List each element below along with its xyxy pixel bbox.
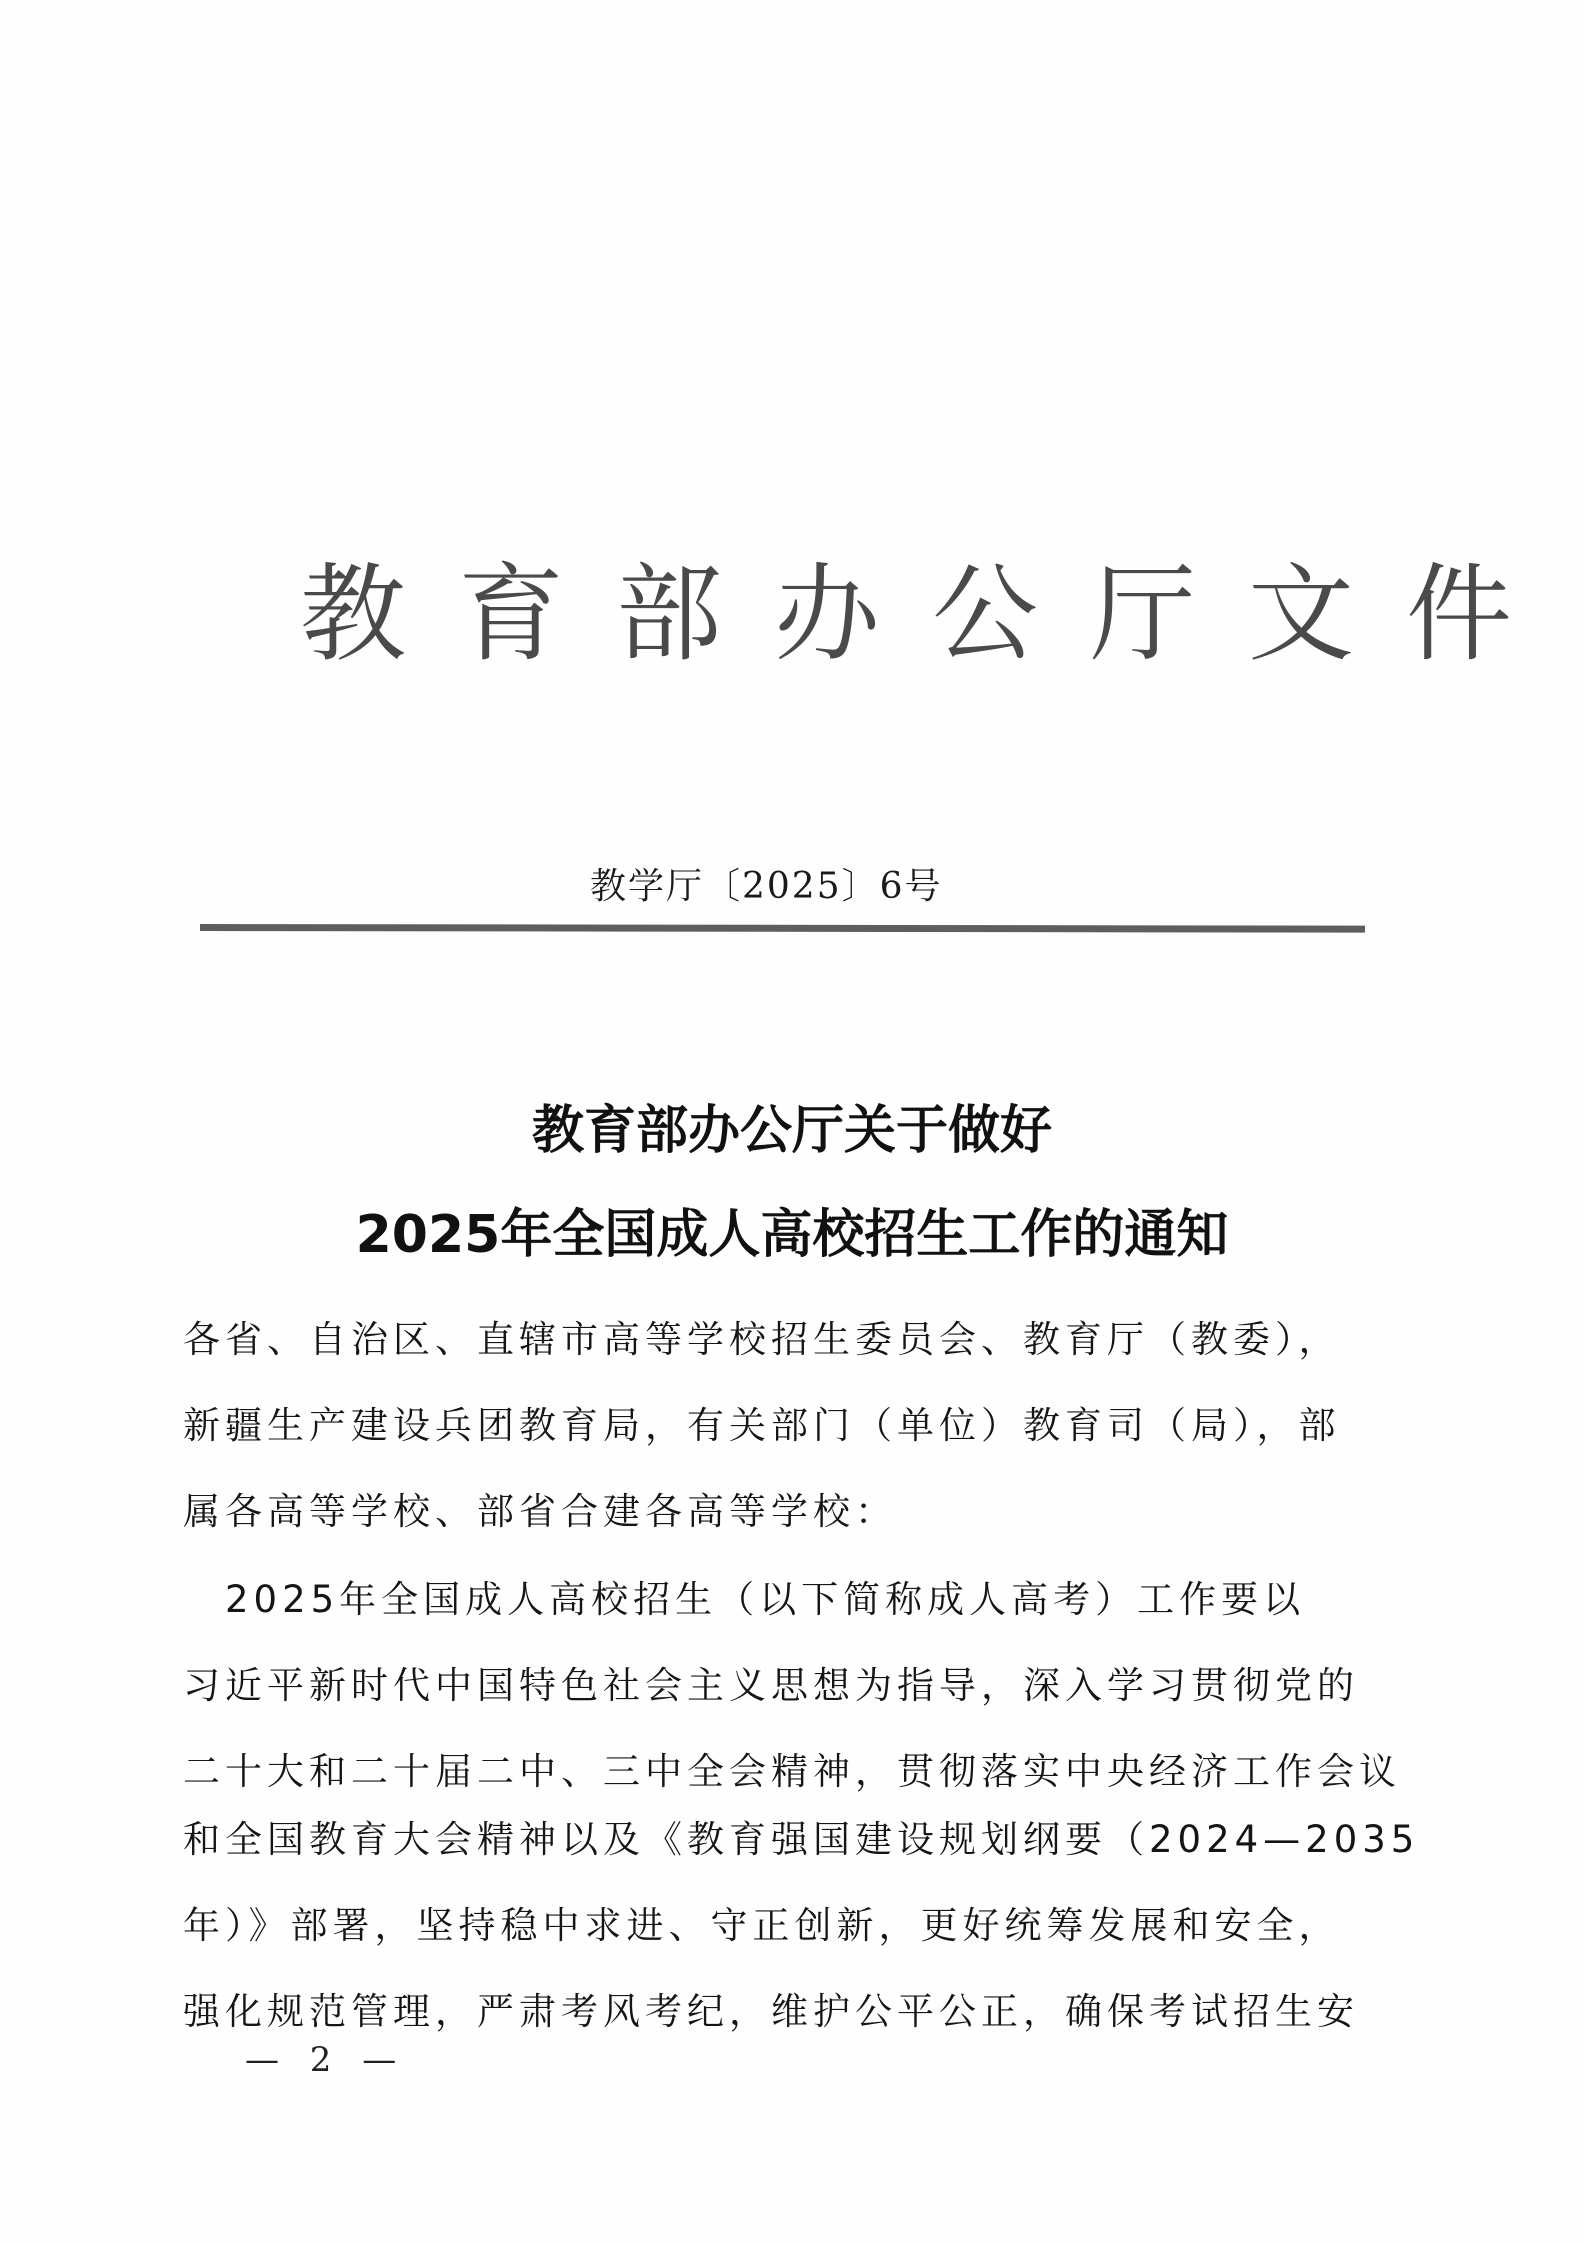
paragraph-line-5: 年）》部署，坚持稳中求进、守正创新，更好统筹发展和安全， [183, 1904, 1341, 1947]
addressee-line-1: 各省、自治区、直辖市高等学校招生委员会、教育厅（教委）， [183, 1318, 1341, 1361]
paragraph-line-6: 强化规范管理，严肃考风考纪，维护公平公正，确保考试招生安 [183, 1990, 1359, 2033]
paragraph-line-2: 习近平新时代中国特色社会主义思想为指导，深入学习贯彻党的 [183, 1664, 1359, 1707]
paragraph-line-3: 二十大和二十届二中、三中全会精神，贯彻落实中央经济工作会议 [183, 1750, 1401, 1793]
document-title-line-2: 2025年全国成人高校招生工作的通知 [355, 1205, 1229, 1265]
issuer-heading: 教育部办公厅文件 [300, 553, 1564, 676]
addressee-line-2: 新疆生产建设兵团教育局，有关部门（单位）教育司（局），部 [183, 1404, 1341, 1447]
header-divider [200, 924, 1365, 933]
document-title-line-1: 教育部办公厅关于做好 [531, 1101, 1052, 1161]
paragraph-line-4: 和全国教育大会精神以及《教育强国建设规划纲要（2024—2035 [183, 1818, 1420, 1861]
addressee-line-3: 属各高等学校、部省合建各高等学校： [183, 1490, 897, 1533]
paragraph-line-1: 2025年全国成人高校招生（以下简称成人高考）工作要以 [183, 1578, 1306, 1621]
page-number: — 2 — [245, 2040, 407, 2080]
document-number: 教学厅〔2025〕6号 [590, 866, 943, 907]
